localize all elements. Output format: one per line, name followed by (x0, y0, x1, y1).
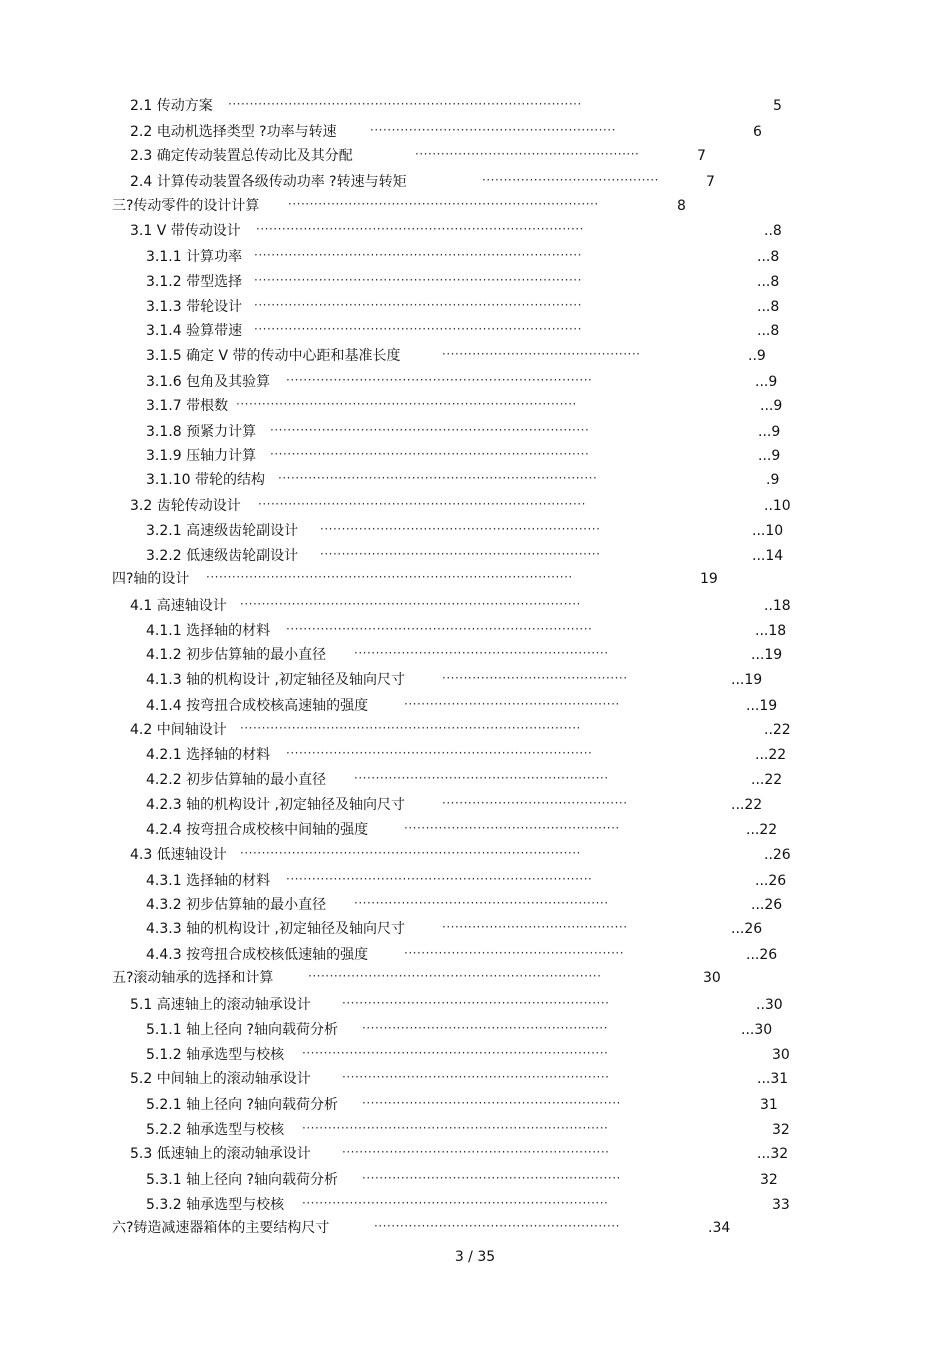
toc-entry[interactable] (0, 545, 950, 567)
toc-entry[interactable] (0, 669, 950, 691)
toc-entry[interactable] (0, 1194, 950, 1216)
toc-entry[interactable] (0, 819, 950, 841)
toc-page-number: ...26 (751, 897, 783, 913)
dot-leader: ··················································· (404, 946, 625, 960)
toc-page-number: ...14 (752, 548, 784, 564)
toc-page-number: ...19 (751, 647, 783, 663)
toc-entry[interactable] (0, 918, 950, 940)
dot-leader: ··········································· (442, 920, 628, 934)
dot-leader: ································································· (320, 547, 601, 561)
toc-entry-label: 3.2.1 高速级齿轮副设计 (146, 523, 299, 539)
toc-entry-label: 3.2 齿轮传动设计 (130, 498, 241, 514)
toc-entry-label: 4.3.3 轴的机构设计 ,初定轴径及轴向尺寸 (146, 921, 405, 937)
toc-entry[interactable] (0, 1169, 950, 1191)
toc-entry[interactable] (0, 320, 950, 342)
toc-entry-label: 5.3.1 轴上径向 ?轴向载荷分析 (146, 1172, 338, 1188)
dot-leader: ········································· (482, 173, 659, 187)
toc-entry-label: 5.1.1 轴上径向 ?轴向载荷分析 (146, 1022, 338, 1038)
toc-page-number: 31 (760, 1097, 778, 1113)
toc-entry[interactable] (0, 967, 950, 989)
toc-page-number: ...19 (731, 672, 763, 688)
toc-entry-label: 4.2.1 选择轴的材料 (146, 747, 271, 763)
toc-entry[interactable] (0, 870, 950, 892)
dot-leader: ·········································································· (278, 471, 598, 485)
dot-leader: ··········································· (442, 671, 628, 685)
toc-entry-label: 5.2.1 轴上径向 ?轴向载荷分析 (146, 1097, 338, 1113)
dot-leader: ······································································· (286, 622, 593, 636)
toc-page-number: ...8 (757, 323, 780, 339)
dot-leader: ·················································································· (228, 97, 582, 111)
dot-leader: ··············································································· (240, 846, 581, 860)
toc-entry[interactable] (0, 769, 950, 791)
dot-leader: ··························································· (354, 646, 609, 660)
toc-entry[interactable] (0, 520, 950, 542)
toc-entry[interactable] (0, 1143, 950, 1165)
toc-entry-label: 5.2 中间轴上的滚动轴承设计 (130, 1071, 311, 1087)
toc-entry-label: 4.2 中间轴设计 (130, 722, 227, 738)
toc-page-number: ...10 (752, 523, 784, 539)
toc-entry[interactable] (0, 445, 950, 467)
toc-page-number: 33 (772, 1197, 790, 1213)
toc-page-number: .34 (708, 1220, 731, 1236)
dot-leader: ································································· (320, 522, 601, 536)
dot-leader: ···························································· (362, 1171, 621, 1185)
toc-entry-label: 5.3.2 轴承选型与校核 (146, 1197, 285, 1213)
toc-page-number: ..10 (764, 498, 791, 514)
toc-page-number: 5 (773, 98, 782, 114)
dot-leader: ····················································································· (206, 570, 573, 584)
toc-entry-label: 2.2 电动机选择类型 ?功率与转速 (130, 124, 337, 140)
toc-page-number: ...18 (755, 623, 787, 639)
dot-leader: ············································································ (254, 273, 582, 287)
toc-entry-label: 3.1 V 带传动设计 (130, 223, 241, 239)
toc-entry-label: 4.4.3 按弯扭合成校核低速轴的强度 (146, 947, 369, 963)
toc-entry[interactable] (0, 794, 950, 816)
toc-entry-label: 5.1.2 轴承选型与校核 (146, 1047, 285, 1063)
toc-entry[interactable] (0, 1094, 950, 1116)
toc-entry[interactable] (0, 994, 950, 1016)
toc-page-number: ...9 (758, 448, 781, 464)
toc-entry-label: 5.1 高速轴上的滚动轴承设计 (130, 997, 311, 1013)
toc-entry-label: 四?轴的设计 (112, 571, 190, 587)
toc-entry[interactable] (0, 568, 950, 590)
toc-entry-label: 六?铸造减速器箱体的主要结构尺寸 (112, 1220, 330, 1236)
toc-page-number: .9 (766, 472, 780, 488)
toc-page-number: ...31 (757, 1071, 789, 1087)
toc-page-number: ...8 (757, 299, 780, 315)
toc-entry-label: 4.3.1 选择轴的材料 (146, 873, 271, 889)
toc-entry-label: 2.1 传动方案 (130, 98, 213, 114)
dot-leader: ············································································ (254, 298, 582, 312)
toc-page-number: 30 (772, 1047, 790, 1063)
toc-entry-label: 4.2.3 轴的机构设计 ,初定轴径及轴向尺寸 (146, 797, 405, 813)
toc-entry[interactable] (0, 195, 950, 217)
dot-leader: ···················································· (415, 147, 640, 161)
toc-entry[interactable] (0, 894, 950, 916)
toc-entry-label: 3.1.2 带型选择 (146, 274, 243, 290)
toc-page-number: ...22 (751, 772, 783, 788)
dot-leader: ··············································································· (236, 397, 577, 411)
toc-page-number: ...9 (755, 374, 778, 390)
dot-leader: ······································································· (286, 373, 593, 387)
dot-leader: ·········································································· (270, 447, 590, 461)
toc-page-number: 7 (697, 148, 706, 164)
dot-leader: ···························································· (362, 1096, 621, 1110)
toc-entry-label: 4.1.4 按弯扭合成校核高速轴的强度 (146, 698, 369, 714)
toc-page-number: ...22 (746, 822, 778, 838)
toc-entry-label: 3.1.8 预紧力计算 (146, 424, 257, 440)
toc-entry[interactable] (0, 1044, 950, 1066)
toc-entry[interactable] (0, 944, 950, 966)
toc-page-number: 6 (753, 124, 762, 140)
toc-entry-label: 3.1.10 带轮的结构 (146, 472, 265, 488)
toc-page-number: 8 (677, 198, 686, 214)
toc-entry[interactable] (0, 246, 950, 268)
dot-leader: ······································································· (302, 1196, 609, 1210)
toc-entry-label: 4.1.3 轴的机构设计 ,初定轴径及轴向尺寸 (146, 672, 405, 688)
toc-page-number: 32 (760, 1172, 778, 1188)
toc-page-number: ...30 (741, 1022, 773, 1038)
toc-page-number: 30 (703, 970, 721, 986)
dot-leader: ··············································································· (240, 597, 581, 611)
toc-entry[interactable] (0, 171, 950, 193)
toc-entry[interactable] (0, 644, 950, 666)
toc-page-number: ...26 (755, 873, 787, 889)
toc-entry-label: 4.3.2 初步估算轴的最小直径 (146, 897, 327, 913)
toc-page-number: ...22 (755, 747, 787, 763)
toc-entry[interactable] (0, 1068, 950, 1090)
toc-entry[interactable] (0, 121, 950, 143)
toc-entry-label: 5.3 低速轴上的滚动轴承设计 (130, 1146, 311, 1162)
dot-leader: ······························································ (342, 996, 610, 1010)
toc-page-number: ..30 (756, 997, 783, 1013)
toc-entry-label: 4.1.1 选择轴的材料 (146, 623, 271, 639)
toc-page-number: ...9 (760, 398, 783, 414)
toc-entry[interactable] (0, 345, 950, 367)
toc-entry[interactable] (0, 421, 950, 443)
dot-leader: ······························································ (342, 1070, 610, 1084)
toc-entry-label: 3.1.1 计算功率 (146, 249, 243, 265)
dot-leader: ························································· (374, 1219, 620, 1233)
dot-leader: ··········································· (442, 796, 628, 810)
toc-page-number: ...22 (731, 797, 763, 813)
toc-page-number: ...26 (746, 947, 778, 963)
toc-entry-label: 3.1.6 包角及其验算 (146, 374, 271, 390)
toc-page-number: 19 (700, 571, 718, 587)
toc-page-number: 7 (706, 174, 715, 190)
toc-entry[interactable] (0, 1019, 950, 1041)
toc-entry[interactable] (0, 271, 950, 293)
dot-leader: ·················································· (404, 697, 620, 711)
toc-entry-label: 3.2.2 低速级齿轮副设计 (146, 548, 299, 564)
toc-page-number: ...8 (757, 249, 780, 265)
dot-leader: ············································································ (254, 248, 582, 262)
toc-entry-label: 4.3 低速轴设计 (130, 847, 227, 863)
toc-entry[interactable] (0, 371, 950, 393)
toc-page-number: ..26 (764, 847, 791, 863)
toc-entry-label: 3.1.9 压轴力计算 (146, 448, 257, 464)
toc-page-number: ..9 (748, 348, 766, 364)
toc-page-number: ...9 (758, 424, 781, 440)
toc-entry-label: 4.2.4 按弯扭合成校核中间轴的强度 (146, 822, 369, 838)
toc-entry-label: 5.2.2 轴承选型与校核 (146, 1122, 285, 1138)
toc-entry[interactable] (0, 844, 950, 866)
toc-entry[interactable] (0, 744, 950, 766)
dot-leader: ······································································· (302, 1121, 609, 1135)
toc-page-number: ...26 (731, 921, 763, 937)
toc-entry-label: 五?滚动轴承的选择和计算 (112, 970, 274, 986)
dot-leader: ··························································· (354, 896, 609, 910)
dot-leader: ············································································ (258, 497, 586, 511)
dot-leader: ··························································· (354, 771, 609, 785)
page-indicator: 3 / 35 (454, 1249, 496, 1265)
dot-leader: ······························································ (342, 1145, 610, 1159)
toc-entry[interactable] (0, 95, 950, 117)
toc-entry[interactable] (0, 595, 950, 617)
toc-entry-label: 4.1 高速轴设计 (130, 598, 227, 614)
toc-entry-label: 3.1.4 验算带速 (146, 323, 243, 339)
toc-page-number: ...19 (746, 698, 778, 714)
dot-leader: ···································································· (308, 969, 602, 983)
toc-page-number: ...8 (757, 274, 780, 290)
toc-entry[interactable] (0, 469, 950, 491)
toc-entry-label: 2.4 计算传动装置各级传动功率 ?转速与转矩 (130, 174, 407, 190)
toc-page-number: 32 (772, 1122, 790, 1138)
dot-leader: ·········································································· (270, 423, 590, 437)
dot-leader: ······································································· (286, 746, 593, 760)
toc-entry-label: 3.1.5 确定 V 带的传动中心距和基准长度 (146, 348, 401, 364)
dot-leader: ······································································· (286, 872, 593, 886)
dot-leader: ······································································· (302, 1046, 609, 1060)
toc-page-number: ...32 (757, 1146, 789, 1162)
dot-leader: ·················································· (404, 821, 620, 835)
dot-leader: ························································· (362, 1021, 608, 1035)
dot-leader: ························································· (370, 123, 616, 137)
dot-leader: ············································································ (256, 222, 584, 236)
toc-entry-label: 4.2.2 初步估算轴的最小直径 (146, 772, 327, 788)
toc-entry[interactable] (0, 695, 950, 717)
toc-entry-label: 4.1.2 初步估算轴的最小直径 (146, 647, 327, 663)
toc-entry[interactable] (0, 395, 950, 417)
toc-page-number: ..8 (764, 223, 782, 239)
toc-entry[interactable] (0, 719, 950, 741)
toc-entry-label: 2.3 确定传动装置总传动比及其分配 (130, 148, 353, 164)
dot-leader: ············································································ (254, 322, 582, 336)
toc-entry-label: 3.1.7 带根数 (146, 398, 229, 414)
toc-page-number: ..18 (764, 598, 791, 614)
toc-entry-label: 三?传动零件的设计计算 (112, 198, 260, 214)
toc-page-number: ..22 (764, 722, 791, 738)
toc-entry[interactable] (0, 145, 950, 167)
toc-entry[interactable] (0, 1119, 950, 1141)
toc-entry-label: 3.1.3 带轮设计 (146, 299, 243, 315)
dot-leader: ········································································ (288, 197, 599, 211)
toc-entry[interactable] (0, 220, 950, 242)
dot-leader: ··············································································· (240, 721, 581, 735)
dot-leader: ·············································· (442, 347, 641, 361)
toc-entry[interactable] (0, 296, 950, 318)
toc-entry[interactable] (0, 620, 950, 642)
toc-entry[interactable] (0, 495, 950, 517)
toc-entry[interactable] (0, 1217, 950, 1239)
